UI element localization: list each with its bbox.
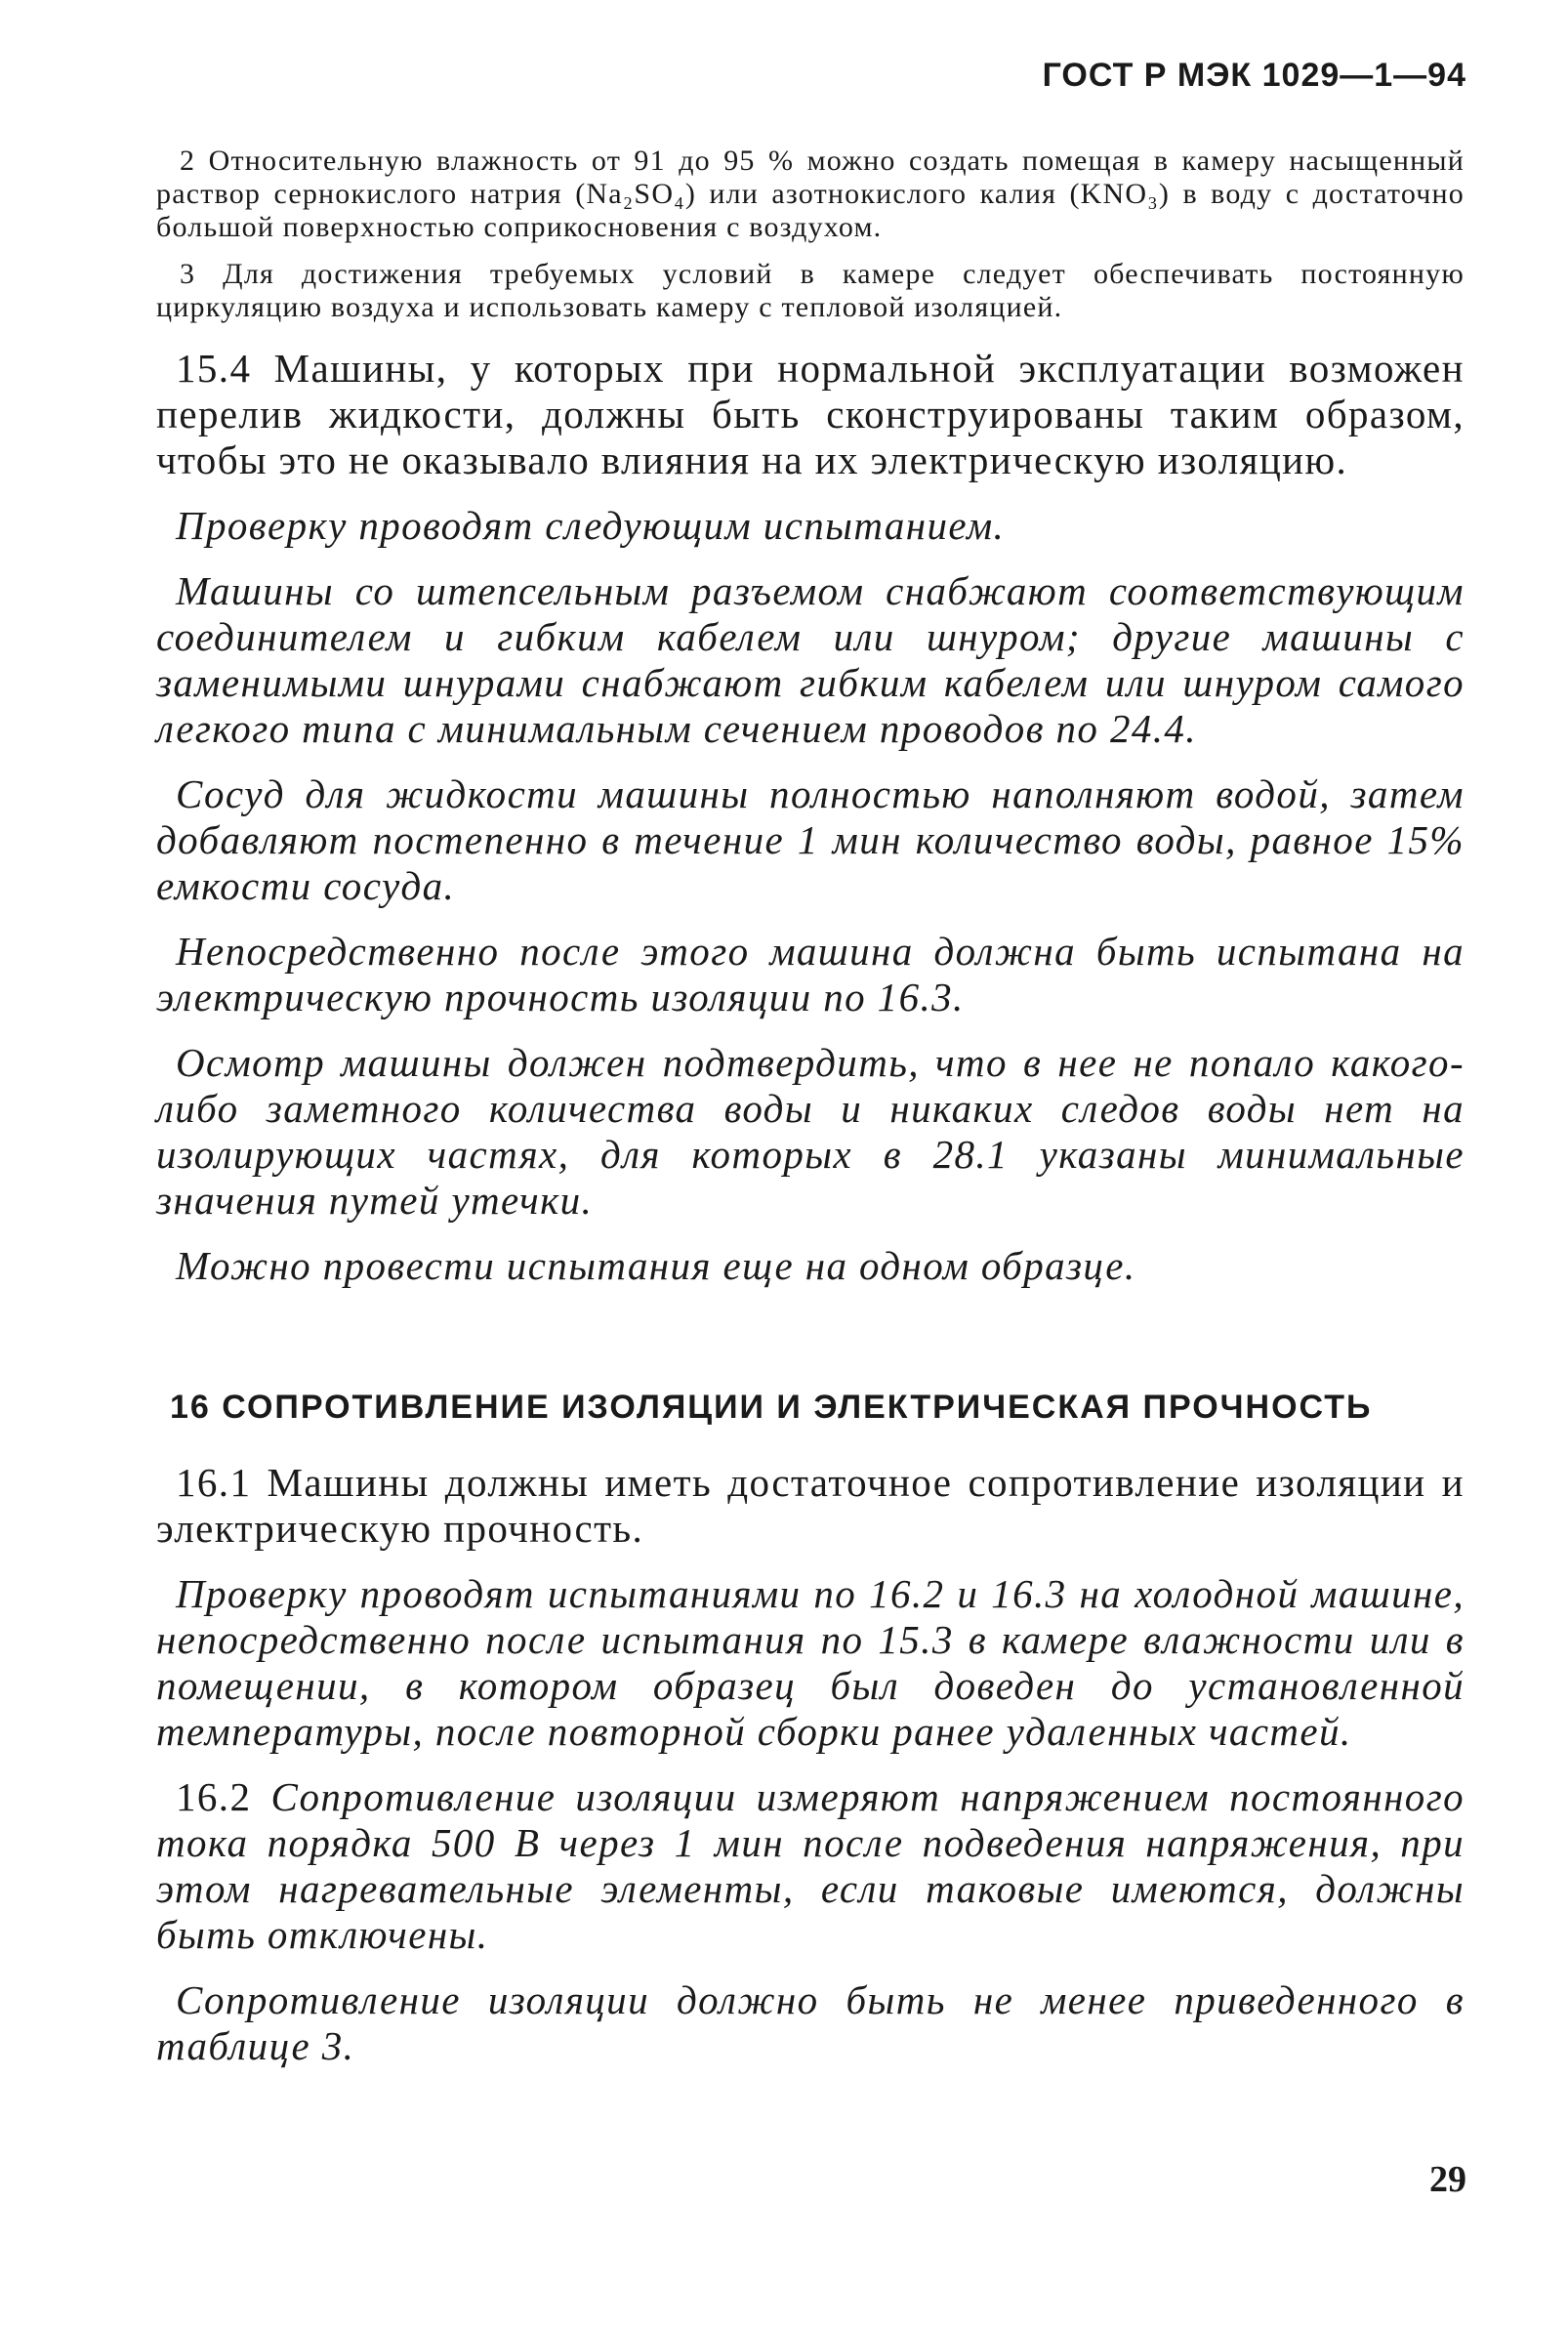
clause-16-2-number: 16.2	[176, 1774, 252, 1819]
test-second-sample: Можно провести испытания еще на одном образце.	[176, 1243, 1136, 1288]
clause-16-1-test: Проверку проводят испытаниями по 16.2 и 16.3 на холодной машине, непосредственно после испытания по 15.3 в камере влажности или в помещении, в котором образец был доведен до установленной температуры, после повторной сборки ранее удаленных частей.	[156, 1571, 1465, 1754]
clause-16-2-text: Сопротивление изоляции измеряют напряжением постоянного тока порядка 500 В через 1 мин после подведения напряжения, при этом нагревательные элементы, если таковые имеются, должны быть отключены.	[156, 1774, 1465, 1957]
note-2: 2 Относительную влажность от 91 до 95 % можно создать помещая в камеру насыщенный раствор сернокислого натрия (Na₂SO₄) или азотнокислого калия (KNO₃) в воду с достаточно большой поверхностью соприкосновения с воздухом.	[156, 145, 1465, 243]
clause-15-4: 15.4 Машины, у которых при нормальной эксплуатации возможен перелив жидкости, должны быть сконструированы таким образом, чтобы это не оказывало влияния на их электрическую изоляцию.	[156, 346, 1465, 482]
note-3: 3 Для достижения требуемых условий в камере следует обеспечивать постоянную циркуляцию воздуха и использовать камеру с тепловой изоляцией.	[156, 258, 1465, 323]
test-cable-requirement: Машины со штепсельным разъемом снабжают соответствующим соединителем и гибким кабелем или шнуром; другие машины с заменимыми шнурами снабжают гибким кабелем или шнуром самого легкого типа с минимальным сечением проводов по 24.4.	[156, 568, 1465, 751]
clause-16-2	[156, 1774, 1465, 1958]
page-number: 29	[1429, 2159, 1466, 2200]
test-inspection: Осмотр машины должен подтвердить, что в нее не попало какого-либо заметного количества воды и никаких следов воды нет на изолирующих частях, для которых в 28.1 указаны минимальные значения путей утечки.	[156, 1040, 1465, 1223]
test-intro: Проверку проводят следующим испытанием.	[176, 503, 1006, 548]
document-header: ГОСТ Р МЭК 1029—1—94	[1042, 57, 1466, 94]
clause-16-1: 16.1 Машины должны иметь достаточное сопротивление изоляции и электрическую прочность.	[156, 1460, 1465, 1551]
section-16-heading: 16 СОПРОТИВЛЕНИЕ ИЗОЛЯЦИИ И ЭЛЕКТРИЧЕСКАЯ ПРОЧНОСТЬ	[170, 1389, 1373, 1426]
page-content	[156, 145, 1465, 2089]
test-fill-vessel: Сосуд для жидкости машины полностью наполняют водой, затем добавляют постепенно в течение 1 мин количество воды, равное 15% емкости сосуда.	[156, 771, 1465, 908]
test-electric-strength: Непосредственно после этого машина должна быть испытана на электрическую прочность изоляции по 16.3.	[156, 929, 1465, 1019]
clause-16-2-requirement: Сопротивление изоляции должно быть не менее приведенного в таблице 3.	[156, 1977, 1465, 2068]
